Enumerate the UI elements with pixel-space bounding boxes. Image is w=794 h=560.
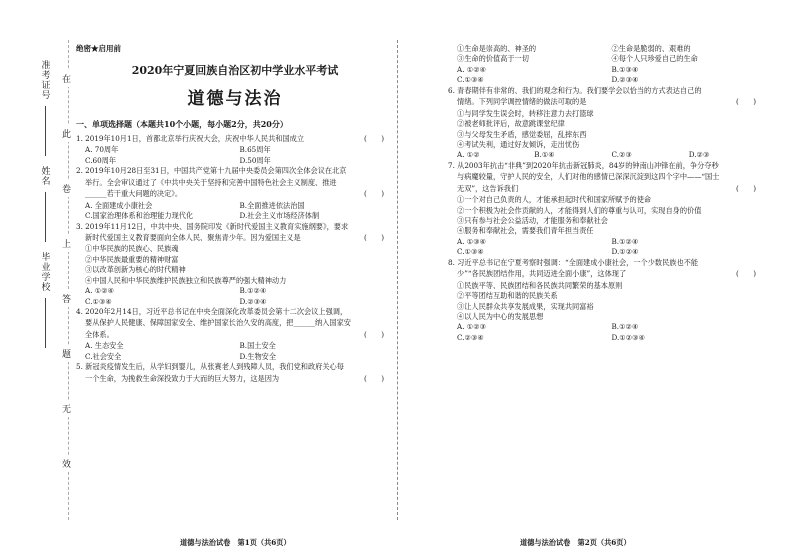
statement-item: ④中国人民和中华民族维护民族独立和民族尊严的强大精神动力 xyxy=(85,275,287,285)
question-block xyxy=(448,161,766,258)
answer-option: A. 生态安全 xyxy=(85,341,124,351)
answer-options xyxy=(448,65,766,86)
question-block xyxy=(76,134,394,166)
question-stem: 新时代爱国主义教育要面向全体人民、聚焦青少年。因为爱国主义是 xyxy=(85,232,301,242)
question-stem: 4. 2020年2月14日，习近平总书记在中央全面深化改革委员会第十二次会议上强调， xyxy=(76,307,348,317)
left-page xyxy=(76,44,394,385)
question-stem: 少”“各民族团结作用，共同迈进全面小康”，这体现了 xyxy=(457,269,627,279)
statement-item: ③让人民群众共享发展成果，实现共同富裕 xyxy=(457,301,594,311)
answer-option: D.生物安全 xyxy=(239,351,277,361)
statement-item: ②生命是脆弱的、艰难的 xyxy=(611,44,691,53)
statement-item: ④考试失利，通过好友倾诉，走出忧伤 xyxy=(457,139,580,149)
answer-option: B.①④ xyxy=(534,150,555,160)
answer-option: B.①②④ xyxy=(611,322,639,332)
answer-bracket: ( ) xyxy=(736,183,756,193)
statement-item: ④服务和奉献社会，需要我们青年担当责任 xyxy=(457,226,594,236)
page-fold-line xyxy=(397,40,398,520)
statement-item: ③只有参与社会公益活动，才能服务和奉献社会 xyxy=(457,216,608,225)
question-stem: 无双”，这告诉我们 xyxy=(457,183,519,193)
statement-item: ②平等团结互助和谐的民族关系 xyxy=(457,291,558,301)
binding-info xyxy=(36,60,54,358)
question-block xyxy=(76,362,394,384)
answer-option: D.②③④ xyxy=(611,75,639,85)
answer-option: C.②③ xyxy=(611,150,632,160)
binding-line xyxy=(68,40,69,520)
answer-option: A. ①②③ xyxy=(457,322,487,332)
question-stem: 举行。全会审议通过了《中共中央关于坚持和完善中国特色社会主义制度、推进 xyxy=(85,177,337,187)
question-stem: 5. 新冠炎疫情发生后，从学妇到婴儿，从张赛老人到残障人员，我们党和政府关心每 xyxy=(76,362,344,372)
secret-label: 绝密★启用前 xyxy=(76,44,121,53)
answer-options xyxy=(448,322,766,343)
school-line xyxy=(45,298,46,348)
answer-option: C.②③④ xyxy=(457,332,484,342)
question-block xyxy=(76,307,394,362)
exam-title: 2020年宁夏回族自治区初中学业水平考试 xyxy=(131,63,339,77)
answer-option: C.社会安全 xyxy=(85,351,122,361)
answer-bracket: ( ) xyxy=(736,269,756,279)
right-footer: 道德与法治试卷 第2页（共6页） xyxy=(520,538,631,547)
question-stem: 全体系。 xyxy=(85,329,114,339)
answer-option: D.②③④ xyxy=(239,296,267,306)
question-stem: 7. 从2003年抗击“非典”到2020年抗击新冠肺炎，84岁的钟南山冲锋在前，争分夺秒 xyxy=(448,160,719,170)
answer-option: A. 全面建成小康社会 xyxy=(85,200,153,210)
answer-option: C.60周年 xyxy=(85,155,117,165)
question-stem: 6. 青春期伴有非常的、我们的观念和行为。我们要学会以恰当的方式表达自己的 xyxy=(448,85,702,95)
statement-item: ①民族平等、民族团结和各民族共同繁荣的基本原则 xyxy=(457,280,623,290)
question-stem: 1. 2019年10月1日，首都北京举行庆祝大会，庆祝中华人民共和国成立 xyxy=(76,134,305,144)
statement-item: ①中华民族的民族心、民族魂 xyxy=(85,244,179,254)
answer-option: C.①③④ xyxy=(457,247,484,257)
answer-option: A. ①②④ xyxy=(85,286,115,296)
binding-char: 卷 xyxy=(62,180,71,197)
binding-char: 答 xyxy=(62,290,71,307)
answer-options xyxy=(448,237,766,258)
statement-item: ①生命是崇高的、神圣的 xyxy=(457,44,537,53)
answer-option: B.65周年 xyxy=(239,145,271,155)
answer-option: A. 70周年 xyxy=(85,145,119,155)
answer-bracket: ( ) xyxy=(364,373,384,383)
answer-option: A. ①②④ xyxy=(457,64,487,74)
statement-item: ④每个人只珍爱自己的生命 xyxy=(611,54,698,64)
answer-option: A. ①③④ xyxy=(457,236,487,246)
statement-item: ③与父母发生矛盾，感觉委屈，乱摔东西 xyxy=(457,129,587,139)
answer-option: B.①②④ xyxy=(611,236,639,246)
answer-option: C.国家治理体系和治理能力现代化 xyxy=(85,211,194,221)
answer-option: C.①③④ xyxy=(457,75,484,85)
question-stem: 情绪。下列同学调控情绪的做法可取的是 xyxy=(457,97,587,107)
answer-option: B.①②④ xyxy=(239,286,267,296)
student-name-line xyxy=(45,192,46,242)
answer-option: B.国土安全 xyxy=(239,341,276,351)
statement-item: ②中华民族最重要的精神财富 xyxy=(85,254,179,264)
answer-options xyxy=(76,286,394,307)
answer-option: C.①③④ xyxy=(85,296,112,306)
answer-options xyxy=(448,150,766,160)
binding-char: 无 xyxy=(62,400,71,417)
question-stem: 与病魔较量，守护人民的安全，人们对他的感情已深深沉淀到这四个字中——“国士 xyxy=(457,172,720,182)
answer-bracket: ( ) xyxy=(364,134,384,144)
question-stem: ______若干重大问题的决定》。 xyxy=(85,189,183,199)
statement-item: ①与同学发生误会时，转移注意力去打篮球 xyxy=(457,108,594,118)
school-label: 毕业学校 xyxy=(39,252,50,292)
section-heading: 一、单项选择题（本题共10个小题，每小题2分，共20分） xyxy=(76,119,288,130)
answer-option: D.50周年 xyxy=(239,155,271,165)
question-stem: 2. 2019年10月28日至31日，中国共产党第十九届中央委员会第四次全体会议在北京 xyxy=(76,166,347,176)
answer-option: B.全面推进依法治国 xyxy=(239,200,305,210)
student-name-label: 姓名 xyxy=(39,166,50,186)
question-block xyxy=(448,86,766,161)
subject-title: 道德与法治 xyxy=(187,88,283,109)
question-block xyxy=(448,258,766,344)
statement-item: ②被老师批评后，故意跳课堂纪律 xyxy=(457,119,565,129)
binding-char: 题 xyxy=(62,345,71,362)
question-block xyxy=(76,222,394,308)
statement-item: ③生命的价值高于一切 xyxy=(457,54,529,64)
statement-item: ②一个积极为社会作贡献的人，才能得到人们的尊重与认可，实现自身的价值 xyxy=(457,205,702,215)
binding-char: 效 xyxy=(62,455,71,472)
answer-option: D.②③ xyxy=(688,150,710,160)
question-stem: 要从保护人民健康、保障国家安全、维护国家长治久安的高度，把______纳入国家安 xyxy=(85,318,351,328)
binding-char: 上 xyxy=(62,235,71,252)
answer-option: A. ①② xyxy=(457,150,480,160)
statement-item: ④以人民为中心的发展思想 xyxy=(457,311,544,321)
answer-options xyxy=(76,341,394,362)
answer-option: D.①②④ xyxy=(611,247,639,257)
statement-grid xyxy=(448,44,766,65)
answer-option: B.①③④ xyxy=(611,64,639,74)
answer-options xyxy=(76,201,394,222)
question-stem: 3. 2019年11月12日，中共中央、国务院印发《新时代爱国主义教育实施纲要》，要求 xyxy=(76,221,349,231)
statement-item: ③以改革创新为核心的时代精神 xyxy=(85,265,186,275)
admission-number-line xyxy=(45,106,46,156)
question-stem: 8. 习近平总书记在宁夏考察时强调：“全面建成小康社会，一个少数民族也不能 xyxy=(448,257,699,267)
admission-number-label: 准考证号 xyxy=(39,60,50,100)
answer-bracket: ( ) xyxy=(364,232,384,242)
question-stem: 一个生命，为挽救生命深投致力于大而的巨大努力，这是因为 xyxy=(85,373,280,383)
answer-option: D.①②③④ xyxy=(611,332,646,342)
question-block xyxy=(448,44,766,86)
answer-option: D.社会主义市场经济体制 xyxy=(239,211,320,221)
answer-options xyxy=(76,145,394,166)
binding-char: 此 xyxy=(62,125,71,142)
question-block xyxy=(76,166,394,221)
binding-char: 在 xyxy=(62,70,71,87)
answer-bracket: ( ) xyxy=(364,189,384,199)
answer-bracket: ( ) xyxy=(736,97,756,107)
statement-item: ①一个对自己负责的人，才能承担起时代和国家所赋予的使命 xyxy=(457,195,652,205)
answer-bracket: ( ) xyxy=(364,329,384,339)
left-footer: 道德与法治试卷 第1页（共6页） xyxy=(180,538,291,547)
right-page xyxy=(448,44,766,343)
